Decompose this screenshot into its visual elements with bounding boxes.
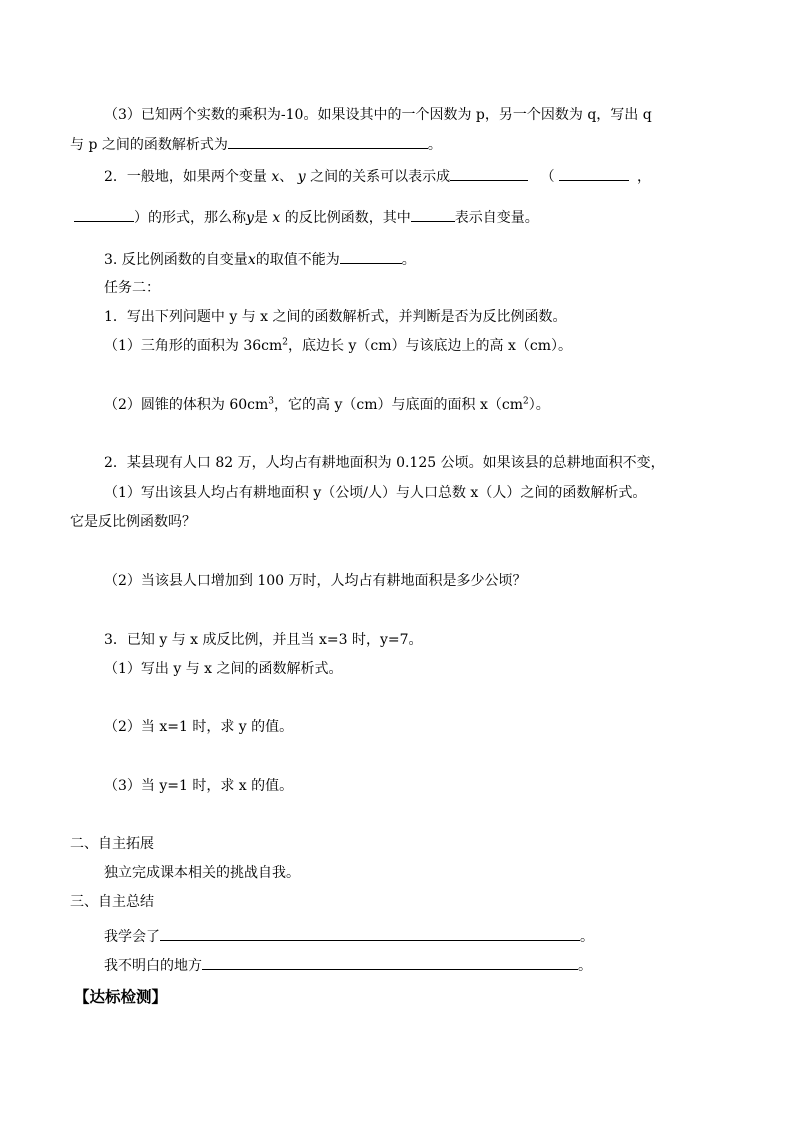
check-heading: 【达标检测】	[74, 987, 168, 1006]
question-3-part-3: （3）当 y=1 时，求 x 的值。	[104, 778, 294, 794]
line-q3-product: （3）已知两个实数的乘积为-10。如果设其中的一个因数为 p，另一个因数为 q，写出 q	[104, 107, 652, 123]
line-def-2: 2．一般地，如果两个变量 x、 y 之间的关系可以表示成 （ ，	[104, 166, 651, 187]
section-2-heading: 二、自主拓展	[70, 836, 154, 852]
question-3-part-2: （2）当 x=1 时，求 y 的值。	[104, 719, 294, 735]
unclear-line: 我不明白的地方 。	[104, 955, 592, 976]
question-3: 3．已知 y 与 x 成反比例，并且当 x=3 时，y=7。	[104, 632, 423, 648]
task-two-heading: 任务二：	[104, 280, 160, 296]
question-1-part-2: （2）圆锥的体积为 $60cm^3$，它的高 y（cm）与底面的面积 $x(cm^2)$。	[104, 396, 550, 413]
question-3-part-1: （1）写出 y 与 x 之间的函数解析式。	[104, 661, 343, 677]
answer-blank[interactable]	[228, 134, 428, 149]
unclear-blank[interactable]	[202, 955, 578, 970]
answer-blank[interactable]	[450, 166, 528, 181]
section-2-body: 独立完成课本相关的挑战自我。	[104, 865, 300, 881]
question-1-part-1: （1）三角形的面积为 $36cm^2$，底边长 y（cm）与该底边上的高 x（cm）。	[104, 337, 572, 354]
answer-blank[interactable]	[340, 249, 402, 264]
answer-blank[interactable]	[74, 207, 134, 222]
question-2: 2．某县现有人口 82 万，人均占有耕地面积为 0.125 公顷。如果该县的总耕地面积不变，	[104, 455, 665, 471]
answer-blank[interactable]	[411, 207, 455, 222]
answer-blank[interactable]	[559, 166, 629, 181]
question-2-part-1-cont: 它是反比例函数吗？	[70, 514, 196, 530]
learned-blank[interactable]	[160, 926, 580, 941]
line-q3-answer: 与 p 之间的函数解析式为 。	[70, 134, 442, 155]
learned-line: 我学会了 。	[104, 926, 594, 947]
question-2-part-1: （1）写出该县人均占有耕地面积 y（公顷/人）与人口总数 x（人）之间的函数解析式。	[104, 485, 647, 501]
question-2-part-2: （2）当该县人口增加到 100 万时，人均占有耕地面积是多少公顷？	[104, 573, 527, 589]
question-1: 1．写出下列问题中 y 与 x 之间的函数解析式，并判断是否为反比例函数。	[104, 309, 567, 325]
line-def-3: 3. 反比例函数的自变量x的取值不能为 。	[104, 249, 416, 270]
line-def-2-cont: ）的形式，那么称y是 x 的反比例函数，其中 表示自变量。	[74, 207, 539, 228]
section-3-heading: 三、自主总结	[70, 894, 154, 910]
